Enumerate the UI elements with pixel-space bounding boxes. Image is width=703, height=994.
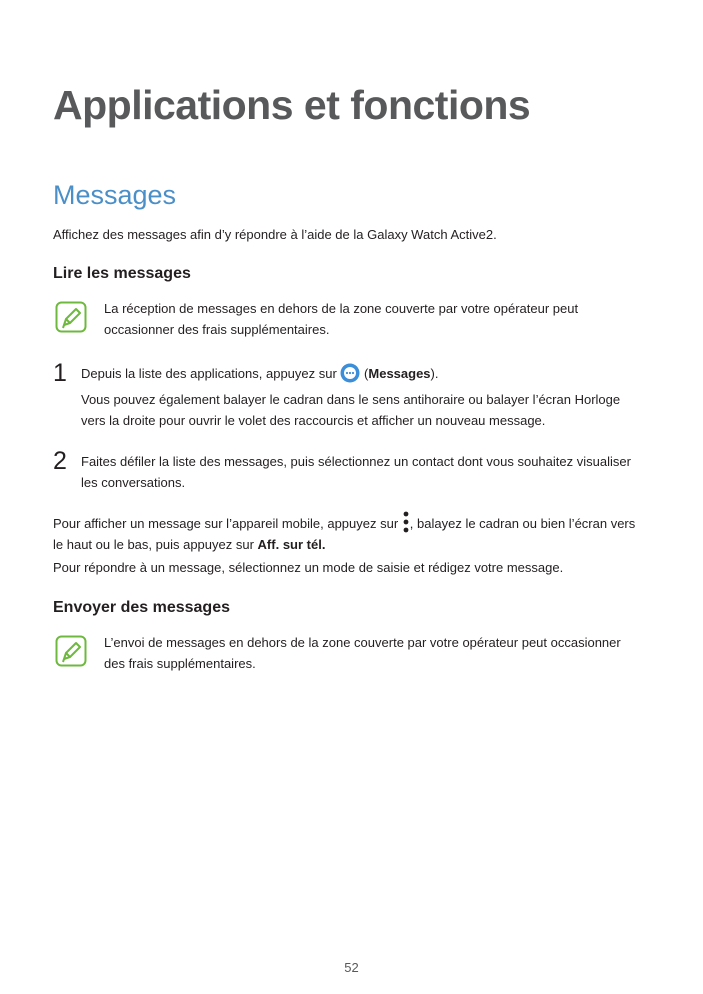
- step-1-tip: Vous pouvez également balayer le cadran dans le sens antihoraire ou balayer l’écran Horloge vers la droite pour ouvrir le volet des raccourcis et afficher un nouveau message.: [81, 392, 621, 428]
- send-messages-heading: Envoyer des messages: [53, 599, 230, 616]
- note-icon: [55, 635, 87, 667]
- chapter-title: Applications et fonctions: [53, 82, 531, 128]
- intro-text: Affichez des messages afin d’y répondre à l’aide de la Galaxy Watch Active2.: [53, 227, 497, 242]
- note-icon: [55, 301, 87, 333]
- step-1-number: 1: [53, 359, 67, 387]
- step-1-text: [81, 363, 646, 384]
- send-note-text: L’envoi de messages en dehors de la zone couverte par votre opérateur peut occasionner des frais supplémentaires.: [104, 635, 621, 671]
- phone-view-after: , balayez le cadran ou bien l’écran vers le haut ou le bas, puis appuyez sur: [53, 516, 636, 552]
- read-messages-heading: Lire les messages: [53, 265, 191, 282]
- page-number: 52: [344, 960, 359, 975]
- read-note-text: La réception de messages en dehors de la zone couverte par votre opérateur peut occasionner des frais supplémentaires.: [104, 301, 579, 337]
- section-title: Messages: [53, 180, 177, 210]
- reply-text: Pour répondre à un message, sélectionnez un mode de saisie et rédigez votre message.: [53, 560, 564, 575]
- phone-view-before: Pour afficher un message sur l’appareil mobile, appuyez sur: [53, 516, 399, 531]
- step-1-paren-open: (: [360, 366, 369, 381]
- messages-app-name: Messages: [368, 366, 431, 381]
- step-1-text-before: Depuis la liste des applications, appuyez sur: [81, 366, 337, 381]
- step-1-paren-close: ).: [430, 366, 439, 381]
- phone-view-text: [53, 511, 648, 555]
- step-2-number: 2: [53, 447, 67, 475]
- more-options-icon: [402, 511, 410, 533]
- messages-app-icon: [340, 363, 360, 383]
- step-2-text: Faites défiler la liste des messages, puis sélectionnez un contact dont vous souhaitez visualiser les conversations.: [81, 454, 631, 490]
- show-on-phone-action: Aff. sur tél.: [257, 537, 326, 552]
